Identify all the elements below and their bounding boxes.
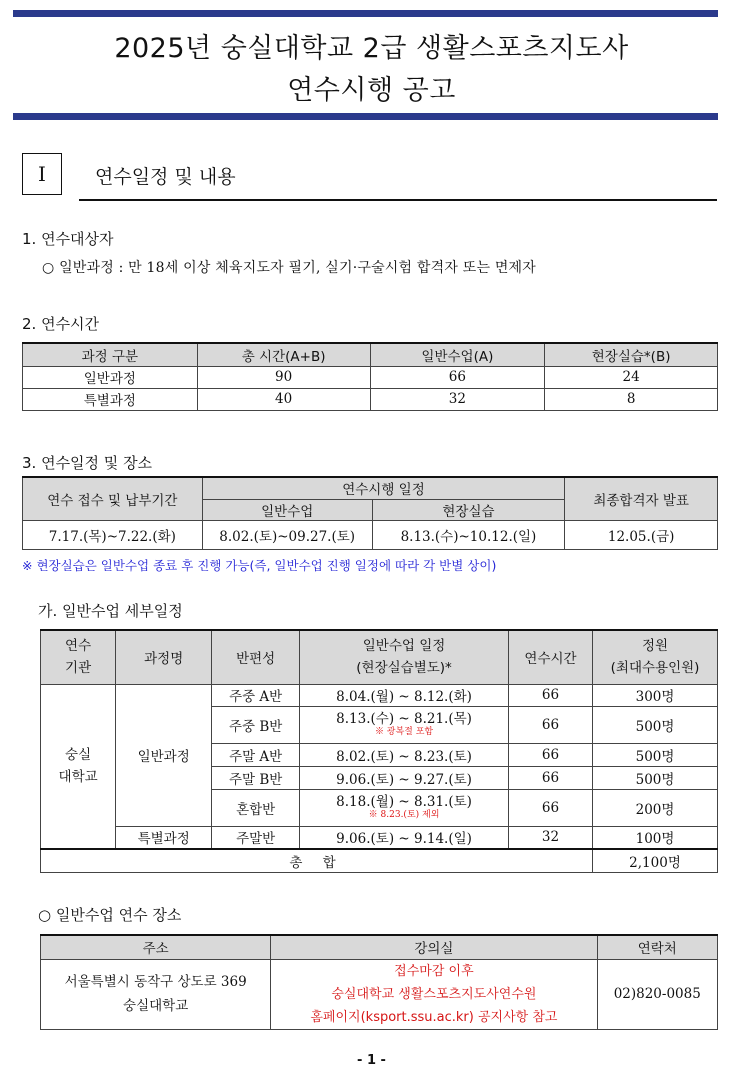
- table-cell: 66: [370, 366, 545, 388]
- sched-text: 8.18.(월) ~ 8.31.(토): [336, 794, 472, 810]
- table-cell: 12.05.(금): [565, 520, 718, 549]
- course-special-cell: 특별과정: [116, 826, 212, 849]
- section-title: 연수일정 및 내용: [95, 166, 236, 188]
- table-cell: 90: [197, 366, 370, 388]
- table-cell: 100명: [593, 826, 718, 849]
- table-cell: 8.13.(수)~10.12.(일): [372, 520, 565, 549]
- table-cell: [300, 789, 509, 826]
- room-line2: 숭실대학교 생활스포츠지도사연수원: [331, 986, 537, 1002]
- room-line3: 홈페이지(ksport.ssu.ac.kr) 공지사항 참고: [310, 1009, 558, 1025]
- table-cell: [300, 706, 509, 743]
- table-cell: 9.06.(토) ~ 9.14.(일): [300, 826, 509, 849]
- table-cell: 66: [508, 766, 592, 789]
- contact-cell: 02)820-0085: [597, 959, 717, 1029]
- table-cell: 300명: [593, 684, 718, 706]
- table-cell: 주중 A반: [212, 684, 300, 706]
- location-header-contact: 연락처: [597, 935, 717, 959]
- heading-schedule: 3. 연수일정 및 장소: [22, 454, 153, 472]
- total-label: 총 합: [41, 849, 593, 872]
- table-cell: 24: [545, 366, 718, 388]
- detail-header-class: 반편성: [212, 630, 300, 684]
- total-value: 2,100명: [593, 849, 718, 872]
- hours-table: [22, 342, 718, 411]
- header-top-bar: [13, 10, 718, 17]
- table-cell: 66: [508, 789, 592, 826]
- detail-header-sched-line2: (현장실습별도)*: [356, 660, 452, 677]
- heading-hours: 2. 연수시간: [22, 315, 100, 333]
- table-cell: 혼합반: [212, 789, 300, 826]
- trainees-bullet: ○ 일반과정 : 만 18세 이상 체육지도자 필기, 실기·구술시험 합격자 또는 면제자: [42, 260, 536, 276]
- schedule-header-final: 최종합격자 발표: [565, 477, 718, 520]
- table-cell: 주중 B반: [212, 706, 300, 743]
- table-cell: 66: [508, 706, 592, 743]
- table-row: [41, 684, 718, 706]
- table-cell: 40: [197, 388, 370, 410]
- hours-header-cell: 총 시간(A+B): [197, 343, 370, 366]
- table-cell: 8.02.(토)~09.27.(토): [202, 520, 372, 549]
- detail-header-sched: [300, 630, 509, 684]
- room-line1: 접수마감 이후: [394, 963, 474, 979]
- table-cell: 8.02.(토) ~ 8.23.(토): [300, 743, 509, 766]
- table-cell: 주말 A반: [212, 743, 300, 766]
- table-row: [23, 520, 718, 549]
- schedule-header-field: 현장실습: [372, 499, 565, 520]
- detail-header-cap: [593, 630, 718, 684]
- table-cell: 9.06.(토) ~ 9.27.(토): [300, 766, 509, 789]
- table-cell: 32: [370, 388, 545, 410]
- table-row: [41, 826, 718, 849]
- location-table: [40, 934, 718, 1030]
- schedule-table: [22, 476, 718, 550]
- table-cell: 66: [508, 684, 592, 706]
- sched-sub-note: ※ 광복절 포함: [374, 727, 434, 737]
- heading-detail: 가. 일반수업 세부일정: [38, 602, 183, 620]
- address-line1: 서울특별시 동작구 상도로 369: [64, 974, 247, 990]
- table-row: [23, 366, 718, 388]
- field-practice-note: ※ 현장실습은 일반수업 종료 후 진행 가능(즉, 일반수업 진행 일정에 따라 각 반별 상이): [22, 558, 497, 573]
- location-header-room: 강의실: [271, 935, 597, 959]
- table-row: [41, 959, 718, 1029]
- table-row: [23, 388, 718, 410]
- heading-location: ○ 일반수업 연수 장소: [38, 906, 182, 924]
- address-line2: 숭실대학교: [123, 998, 189, 1014]
- total-row: [41, 849, 718, 872]
- detail-table: [40, 629, 718, 873]
- table-cell: 8: [545, 388, 718, 410]
- location-header-addr: 주소: [41, 935, 271, 959]
- schedule-header-reg: 연수 접수 및 납부기간: [23, 477, 203, 520]
- detail-header-cap-line1: 정원: [641, 638, 669, 655]
- detail-header-course: 과정명: [116, 630, 212, 684]
- table-cell: 500명: [593, 706, 718, 743]
- detail-header-hours: 연수시간: [508, 630, 592, 684]
- table-cell: 특별과정: [23, 388, 198, 410]
- section-number-box: I: [22, 153, 62, 195]
- section-underline: [79, 199, 717, 201]
- table-cell: 주말 B반: [212, 766, 300, 789]
- table-cell: 8.04.(월) ~ 8.12.(화): [300, 684, 509, 706]
- table-cell: 주말반: [212, 826, 300, 849]
- table-cell: 500명: [593, 743, 718, 766]
- table-cell: 7.17.(목)~7.22.(화): [23, 520, 203, 549]
- page-title-line1: 2025년 숭실대학교 2급 생활스포츠지도사: [114, 33, 629, 64]
- institution-cell: 숭실 대학교: [41, 684, 116, 849]
- schedule-header-general: 일반수업: [202, 499, 372, 520]
- course-general-cell: 일반과정: [116, 684, 212, 826]
- schedule-header-sched: 연수시행 일정: [202, 477, 565, 499]
- sched-sub-note: ※ 8.23.(토) 제외: [368, 810, 440, 820]
- heading-trainees: 1. 연수대상자: [22, 230, 114, 248]
- sched-text: 8.13.(수) ~ 8.21.(목): [336, 711, 472, 727]
- table-cell: 66: [508, 743, 592, 766]
- detail-header-inst: 연수 기관: [41, 630, 116, 684]
- table-cell: 500명: [593, 766, 718, 789]
- header-bottom-bar: [13, 113, 718, 120]
- detail-header-cap-line2: (최대수용인원): [610, 660, 700, 677]
- hours-header-cell: 현장실습*(B): [545, 343, 718, 366]
- detail-header-sched-line1: 일반수업 일정: [362, 638, 446, 655]
- table-cell: 200명: [593, 789, 718, 826]
- address-cell: [41, 959, 271, 1029]
- page-title-line2: 연수시행 공고: [287, 75, 456, 106]
- hours-header-cell: 일반수업(A): [370, 343, 545, 366]
- table-cell: 32: [508, 826, 592, 849]
- hours-header-cell: 과정 구분: [23, 343, 198, 366]
- room-cell: [271, 959, 597, 1029]
- table-cell: 일반과정: [23, 366, 198, 388]
- page-number: - 1 -: [357, 1053, 386, 1068]
